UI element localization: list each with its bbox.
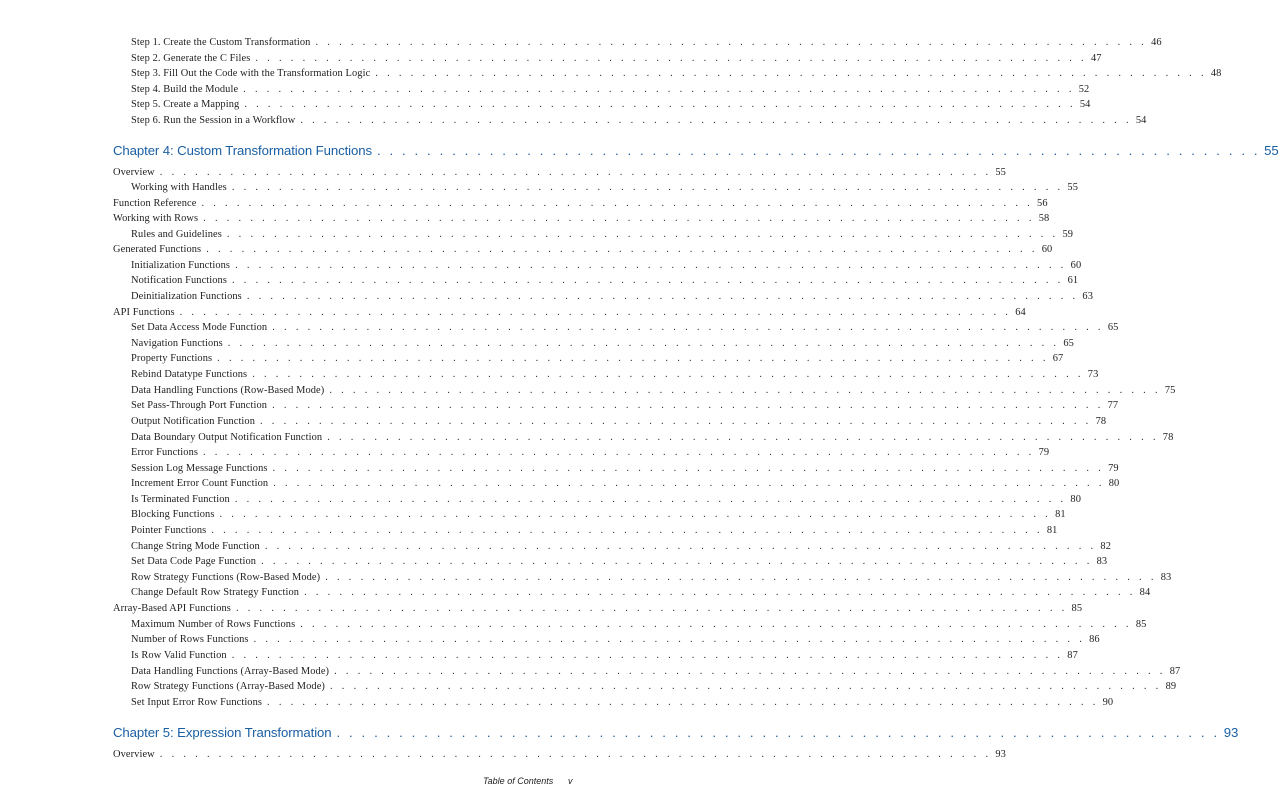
dot-leader: . . . . . . . . . . . . . . . . . . . . . . . . . . . . . . . . . . . . . . . . . . . . . . . . . . . . . . . . . . . . . . . . . . . . . . . <box>325 572 1157 583</box>
toc-entry-title: Blocking Functions <box>131 509 215 520</box>
toc-entry-title: Row Strategy Functions (Row-Based Mode) <box>131 572 321 583</box>
toc-entry[interactable] <box>131 571 1172 584</box>
toc-entry-page-number: 90 <box>1102 697 1114 708</box>
dot-leader: . . . . . . . . . . . . . . . . . . . . . . . . . . . . . . . . . . . . . . . . . . . . . . . . . . . . . . . . . . . . . . . . . . . . . . . <box>206 244 1038 255</box>
toc-entry-title: Chapter 5: Expression Transformation <box>113 725 332 740</box>
dot-leader: . . . . . . . . . . . . . . . . . . . . . . . . . . . . . . . . . . . . . . . . . . . . . . . . . . . . . . . . . . . . . . . . . . . . . . . <box>203 447 1035 458</box>
dot-leader: . . . . . . . . . . . . . . . . . . . . . . . . . . . . . . . . . . . . . . . . . . . . . . . . . . . . . . . . . . . . . . . . . . . . . . . <box>211 525 1043 536</box>
toc-entry[interactable] <box>113 197 1048 210</box>
dot-leader: . . . . . . . . . . . . . . . . . . . . . . . . . . . . . . . . . . . . . . . . . . . . . . . . . . . . . . . . . . . . . . . . . . . . . . . <box>264 541 1097 552</box>
toc-entry-title: Chapter 4: Custom Transformation Functions <box>113 143 372 158</box>
toc-entry-title: Array-Based API Functions <box>113 603 231 614</box>
dot-leader: . . . . . . . . . . . . . . . . . . . . . . . . . . . . . . . . . . . . . . . . . . . . . . . . . . . . . . . . . . . . . . . . . . . . . . . <box>272 322 1104 333</box>
toc-entry[interactable] <box>131 446 1050 459</box>
dot-leader: . . . . . . . . . . . . . . . . . . . . . . . . . . . . . . . . . . . . . . . . . . . . . . . . . . . . . . . . . . . . . . . . . . . . . . . <box>235 603 1068 614</box>
toc-entry-page-number: 55 <box>1067 182 1078 193</box>
toc-entry-title: Step 4. Build the Module <box>131 84 239 95</box>
dot-leader: . . . . . . . . . . . . . . . . . . . . . . . . . . . . . . . . . . . . . . . . . . . . . . . . . . . . . . . . . . . . . . . . . . . . . . . <box>231 182 1064 193</box>
dot-leader: . . . . . . . . . . . . . . . . . . . . . . . . . . . . . . . . . . . . . . . . . . . . . . . . . . . . . . . . . . . . . . . . . . . . . . . <box>246 291 1079 302</box>
toc-entry[interactable] <box>131 52 1102 65</box>
dot-leader: . . . . . . . . . . . . . . . . . . . . . . . . . . . . . . . . . . . . . . . . . . . . . . . . . . . . . . . . . . . . . . . . . . . . . . . <box>232 275 1064 286</box>
toc-entry[interactable] <box>131 618 1147 631</box>
dot-leader: . . . . . . . . . . . . . . . . . . . . . . . . . . . . . . . . . . . . . . . . . . . . . . . . . . . . . . . . . . . . . . . . . . . . . . . <box>260 416 1092 427</box>
dot-leader: . . . . . . . . . . . . . . . . . . . . . . . . . . . . . . . . . . . . . . . . . . . . . . . . . . . . . . . . . . . . . . . . . . . . . . . <box>231 650 1064 661</box>
toc-entry-page-number: 55 <box>995 167 1006 178</box>
dot-leader: . . . . . . . . . . . . . . . . . . . . . . . . . . . . . . . . . . . . . . . . . . . . . . . . . . . . . . . . . . . . . . . . . . . . . . . <box>159 167 992 178</box>
toc-entry-title: Overview <box>113 749 155 760</box>
toc-entry-page-number: 79 <box>1108 463 1119 474</box>
toc-entry-page-number: 59 <box>1062 229 1074 240</box>
toc-entry-title: API Functions <box>113 307 175 318</box>
toc-entry[interactable] <box>131 462 1119 475</box>
toc-entry-title: Number of Rows Functions <box>131 634 249 645</box>
toc-entry-page-number: 89 <box>1165 681 1177 692</box>
toc-entry-page-number: 85 <box>1135 619 1147 630</box>
toc-entry[interactable] <box>131 649 1078 662</box>
dot-leader: . . . . . . . . . . . . . . . . . . . . . . . . . . . . . . . . . . . . . . . . . . . . . . . . . . . . . . . . . . . . . . . . . . . . . . . <box>300 619 1132 630</box>
toc-entry-title: Working with Handles <box>131 182 227 193</box>
toc-entry-title: Function Reference <box>113 198 197 209</box>
toc-entry-page-number: 55 <box>1264 143 1279 158</box>
toc-entry-title: Output Notification Function <box>131 416 256 427</box>
dot-leader: . . . . . . . . . . . . . . . . . . . . . . . . . . . . . . . . . . . . . . . . . . . . . . . . . . . . . . . . . . . . . . . . . . . . . . . <box>327 432 1159 443</box>
dot-leader: . . . . . . . . . . . . . . . . . . . . . . . . . . . . . . . . . . . . . . . . . . . . . . . . . . . . . . . . . . . . . . . . . . . . . . . <box>315 37 1148 48</box>
toc-entry-title: Data Handling Functions (Array-Based Mode) <box>131 666 330 677</box>
toc-entry-title: Notification Functions <box>131 275 227 286</box>
toc-entry-page-number: 47 <box>1090 53 1102 64</box>
toc-entry-page-number: 82 <box>1100 541 1111 552</box>
toc-entry-page-number: 67 <box>1052 353 1064 364</box>
toc-entry[interactable] <box>131 98 1091 111</box>
dot-leader: . . . . . . . . . . . . . . . . . . . . . . . . . . . . . . . . . . . . . . . . . . . . . . . . . . . . . . . . . . . . . . . . . . . . . . . <box>203 213 1035 224</box>
dot-leader: . . . . . . . . . . . . . . . . . . . . . . . . . . . . . . . . . . . . . . . . . . . . . . . . . . . . . . . . . . . . . . . . . . . . . . . <box>329 385 1161 396</box>
toc-entry-page-number: 75 <box>1164 385 1176 396</box>
toc-entry[interactable] <box>131 36 1162 49</box>
toc-entry-title: Change String Mode Function <box>131 541 260 552</box>
dot-leader: . . . . . . . . . . . . . . . . . . . . . . . . . . . . . . . . . . . . . . . . . . . . . . . . . . . . . . . . . . . . . . . . . . . . . . . <box>253 634 1086 645</box>
toc-entry[interactable] <box>131 321 1119 334</box>
toc-entry-page-number: 64 <box>1015 307 1026 318</box>
toc-entry-title: Deinitialization Functions <box>131 291 242 302</box>
toc-entry[interactable] <box>131 493 1081 506</box>
toc-entry[interactable] <box>131 680 1177 693</box>
toc-entry[interactable] <box>131 114 1147 127</box>
dot-leader: . . . . . . . . . . . . . . . . . . . . . . . . . . . . . . . . . . . . . . . . . . . . . . . . . . . . . . . . . . . . . . . . . . . . . . . <box>234 494 1067 505</box>
toc-entry-page-number: 52 <box>1078 84 1090 95</box>
toc-entry-page-number: 56 <box>1037 198 1048 209</box>
dot-leader: . . . . . . . . . . . . . . . . . . . . . . . . . . . . . . . . . . . . . . . . . . . . . . . . . . . . . . . . . . . . . . . . . . . . . . . <box>272 400 1104 411</box>
dot-leader: . . . . . . . . . . . . . . . . . . . . . . . . . . . . . . . . . . . . . . . . . . . . . . . . . . . . . . . . . . . . . . . . . . . . . . . <box>329 681 1162 692</box>
toc-entry-title: Pointer Functions <box>131 525 207 536</box>
toc-entry-title: Step 2. Generate the C Files <box>131 53 251 64</box>
toc-entry-title: Step 1. Create the Custom Transformation <box>131 37 311 48</box>
dot-leader: . . . . . . . . . . . . . . . . . . . . . . . . . . . . . . . . . . . . . . . . . . . . . . . . . . . . . . . . . . . . . . . . . . . . . . . <box>273 478 1105 489</box>
toc-entry-page-number: 54 <box>1079 99 1091 110</box>
toc-entry[interactable] <box>131 259 1082 272</box>
toc-entry[interactable] <box>131 368 1099 381</box>
toc-entry-page-number: 65 <box>1107 322 1119 333</box>
toc-entry-title: Generated Functions <box>113 244 202 255</box>
toc-entry[interactable] <box>131 508 1066 521</box>
dot-leader: . . . . . . . . . . . . . . . . . . . . . . . . . . . . . . . . . . . . . . . . . . . . . . . . . . . . . . . . . . . . . . . . . . . . . . . <box>261 556 1093 567</box>
dot-leader: . . . . . . . . . . . . . . . . . . . . . . . . . . . . . . . . . . . . . . . . . . . . . . . . . . . . . . . . . . . . . . . . . . . . . . . <box>159 749 992 760</box>
toc-entry-page-number: 85 <box>1071 603 1083 614</box>
toc-entry[interactable] <box>131 540 1111 553</box>
toc-entry-title: Working with Rows <box>113 213 199 224</box>
toc-entry-page-number: 87 <box>1169 666 1181 677</box>
toc-entry-page-number: 54 <box>1135 115 1147 126</box>
toc-entry[interactable] <box>131 83 1090 96</box>
dot-leader: . . . . . . . . . . . . . . . . . . . . . . . . . . . . . . . . . . . . . . . . . . . . . . . . . . . . . . . . . . . . . . . . . . . . . . . <box>217 353 1049 364</box>
toc-entry[interactable] <box>113 748 1006 761</box>
dot-leader: . . . . . . . . . . . . . . . . . . . . . . . . . . . . . . . . . . . . . . . . . . . . . . . . . . . . . . . . . . . . . . . . . . . . . . . <box>304 587 1136 598</box>
dot-leader: . . . . . . . . . . . . . . . . . . . . . . . . . . . . . . . . . . . . . . . . . . . . . . . . . . . . . . . . . . . . . . . . . . . . . . . <box>300 115 1132 126</box>
toc-entry[interactable] <box>131 67 1222 80</box>
toc-entry[interactable] <box>131 290 1093 303</box>
dot-leader: . . . . . . . . . . . . . . . . . . . . . . . . . . . . . . . . . . . . . . . . . . . . . . . . . . . . . . . . . . . . . . . . . . . . . . . <box>244 99 1076 110</box>
toc-entry-title: Set Pass-Through Port Function <box>131 400 268 411</box>
dot-leader: . . . . . . . . . . . . . . . . . . . . . . . . . . . . . . . . . . . . . . . . . . . . . . . . . . . . . . . . . . . . . . . . . . . . . . . <box>243 84 1075 95</box>
toc-entry[interactable] <box>131 586 1151 599</box>
toc-entry-title: Is Terminated Function <box>131 494 230 505</box>
toc-entry[interactable] <box>131 524 1058 537</box>
toc-entry[interactable] <box>131 399 1119 412</box>
footer-label: Table of Contents <box>483 776 554 786</box>
dot-leader: . . . . . . . . . . . . . . . . . . . . . . . . . . . . . . . . . . . . . . . . . . . . . . . . . . . . . . . . . . . . . . . . . . . . . . . <box>334 666 1166 677</box>
toc-entry[interactable] <box>131 415 1107 428</box>
dot-leader: . . . . . . . . . . . . . . . . . . . . . . . . . . . . . . . . . . . . . . . . . . . . . . . . . . . . . . . . . . . . . . . . . . . . . . . <box>252 369 1084 380</box>
toc-entry-page-number: 60 <box>1070 260 1082 271</box>
toc-entry-page-number: 65 <box>1063 338 1074 349</box>
toc-entry[interactable] <box>131 337 1074 350</box>
toc-entry-page-number: 61 <box>1067 275 1079 286</box>
toc-entry-title: Step 6. Run the Session in a Workflow <box>131 115 296 126</box>
toc-entry-title: Rules and Guidelines <box>131 229 222 240</box>
toc-entry-page-number: 46 <box>1151 37 1162 48</box>
toc-entry[interactable] <box>113 166 1006 179</box>
toc-entry-title: Error Functions <box>131 447 199 458</box>
toc-entry-page-number: 86 <box>1089 634 1100 645</box>
toc-entry[interactable] <box>131 555 1108 568</box>
toc-entry-title: Data Handling Functions (Row-Based Mode) <box>131 385 325 396</box>
toc-entry[interactable] <box>113 243 1053 256</box>
toc-entry-page-number: 81 <box>1055 509 1066 520</box>
dot-leader: . . . . . . . . . . . . . . . . . . . . . . . . . . . . . . . . . . . . . . . . . . . . . . . . . . . . . . . . . . . . . . . . . . . . . . . <box>179 307 1012 318</box>
toc-entry[interactable] <box>131 274 1079 287</box>
toc-entry[interactable] <box>131 477 1120 490</box>
dot-leader: . . . . . . . . . . . . . . . . . . . . . . . . . . . . . . . . . . . . . . . . . . . . . . . . . . . . . . . . . . . . . . . . . . . . . . . <box>255 53 1087 64</box>
toc-entry-page-number: 84 <box>1139 587 1151 598</box>
toc-entry-page-number: 83 <box>1096 556 1108 567</box>
toc-entry-page-number: 83 <box>1160 572 1172 583</box>
toc-entry-title: Rebind Datatype Functions <box>131 369 248 380</box>
toc-entry[interactable] <box>131 228 1074 241</box>
toc-entry-page-number: 73 <box>1087 369 1099 380</box>
toc-entry[interactable] <box>131 696 1114 709</box>
toc-entry-title: Overview <box>113 167 155 178</box>
toc-entry-page-number: 87 <box>1067 650 1078 661</box>
dot-leader: . . . . . . . . . . . . . . . . . . . . . . . . . . . . . . . . . . . . . . . . . . . . . . . . . . . . . . . . . . . . . . . . . . . . . . . <box>376 143 1261 158</box>
toc-entry-page-number: 58 <box>1038 213 1050 224</box>
toc-entry-title: Navigation Functions <box>131 338 223 349</box>
toc-entry[interactable] <box>113 212 1050 225</box>
toc-entry[interactable] <box>113 602 1083 615</box>
dot-leader: . . . . . . . . . . . . . . . . . . . . . . . . . . . . . . . . . . . . . . . . . . . . . . . . . . . . . . . . . . . . . . . . . . . . . . . <box>235 260 1067 271</box>
toc-chapter-heading[interactable] <box>113 725 1239 741</box>
dot-leader: . . . . . . . . . . . . . . . . . . . . . . . . . . . . . . . . . . . . . . . . . . . . . . . . . . . . . . . . . . . . . . . . . . . . . . . <box>201 198 1034 209</box>
dot-leader: . . . . . . . . . . . . . . . . . . . . . . . . . . . . . . . . . . . . . . . . . . . . . . . . . . . . . . . . . . . . . . . . . . . . . . . <box>375 68 1207 79</box>
toc-entry-page-number: 63 <box>1082 291 1093 302</box>
toc-entry-title: Maximum Number of Rows Functions <box>131 619 296 630</box>
toc-entry-title: Data Boundary Output Notification Function <box>131 432 323 443</box>
toc-entry-page-number: 93 <box>1223 725 1239 740</box>
toc-entry-page-number: 77 <box>1107 400 1119 411</box>
dot-leader: . . . . . . . . . . . . . . . . . . . . . . . . . . . . . . . . . . . . . . . . . . . . . . . . . . . . . . . . . . . . . . . . . . . . . . . <box>336 725 1220 740</box>
toc-entry-page-number: 81 <box>1046 525 1058 536</box>
toc-entry-title: Session Log Message Functions <box>131 463 268 474</box>
toc-entry-page-number: 79 <box>1038 447 1050 458</box>
toc-entry-title: Step 3. Fill Out the Code with the Transformation Logic <box>131 68 371 79</box>
toc-chapter-heading[interactable] <box>113 143 1279 159</box>
toc-entry-page-number: 60 <box>1041 244 1053 255</box>
toc-entry-page-number: 78 <box>1095 416 1107 427</box>
dot-leader: . . . . . . . . . . . . . . . . . . . . . . . . . . . . . . . . . . . . . . . . . . . . . . . . . . . . . . . . . . . . . . . . . . . . . . . <box>272 463 1105 474</box>
toc-entry[interactable] <box>131 665 1181 678</box>
toc-entry[interactable] <box>131 431 1174 444</box>
toc-entry[interactable] <box>131 181 1078 194</box>
toc-entry-title: Change Default Row Strategy Function <box>131 587 300 598</box>
dot-leader: . . . . . . . . . . . . . . . . . . . . . . . . . . . . . . . . . . . . . . . . . . . . . . . . . . . . . . . . . . . . . . . . . . . . . . . <box>219 509 1052 520</box>
toc-entry[interactable] <box>131 384 1176 397</box>
toc-entry-title: Property Functions <box>131 353 213 364</box>
toc-entry[interactable] <box>131 352 1064 365</box>
toc-entry-page-number: 80 <box>1070 494 1081 505</box>
toc-entry-page-number: 80 <box>1108 478 1120 489</box>
toc-entry[interactable] <box>113 306 1026 319</box>
toc-entry-title: Increment Error Count Function <box>131 478 269 489</box>
toc-entry-title: Set Input Error Row Functions <box>131 697 263 708</box>
dot-leader: . . . . . . . . . . . . . . . . . . . . . . . . . . . . . . . . . . . . . . . . . . . . . . . . . . . . . . . . . . . . . . . . . . . . . . . <box>267 697 1099 708</box>
toc-entry[interactable] <box>131 633 1100 646</box>
toc-entry-page-number: 48 <box>1210 68 1222 79</box>
toc-entry-title: Is Row Valid Function <box>131 650 227 661</box>
toc-entry-title: Row Strategy Functions (Array-Based Mode) <box>131 681 325 692</box>
toc-entry-title: Initialization Functions <box>131 260 231 271</box>
toc-entry-title: Step 5. Create a Mapping <box>131 99 240 110</box>
footer-page-number: v <box>568 776 573 786</box>
toc-entry-title: Set Data Code Page Function <box>131 556 257 567</box>
toc-entry-title: Set Data Access Mode Function <box>131 322 268 333</box>
toc-entry-page-number: 93 <box>995 749 1006 760</box>
dot-leader: . . . . . . . . . . . . . . . . . . . . . . . . . . . . . . . . . . . . . . . . . . . . . . . . . . . . . . . . . . . . . . . . . . . . . . . <box>227 338 1060 349</box>
toc-entry-page-number: 78 <box>1162 432 1174 443</box>
dot-leader: . . . . . . . . . . . . . . . . . . . . . . . . . . . . . . . . . . . . . . . . . . . . . . . . . . . . . . . . . . . . . . . . . . . . . . . <box>226 229 1059 240</box>
